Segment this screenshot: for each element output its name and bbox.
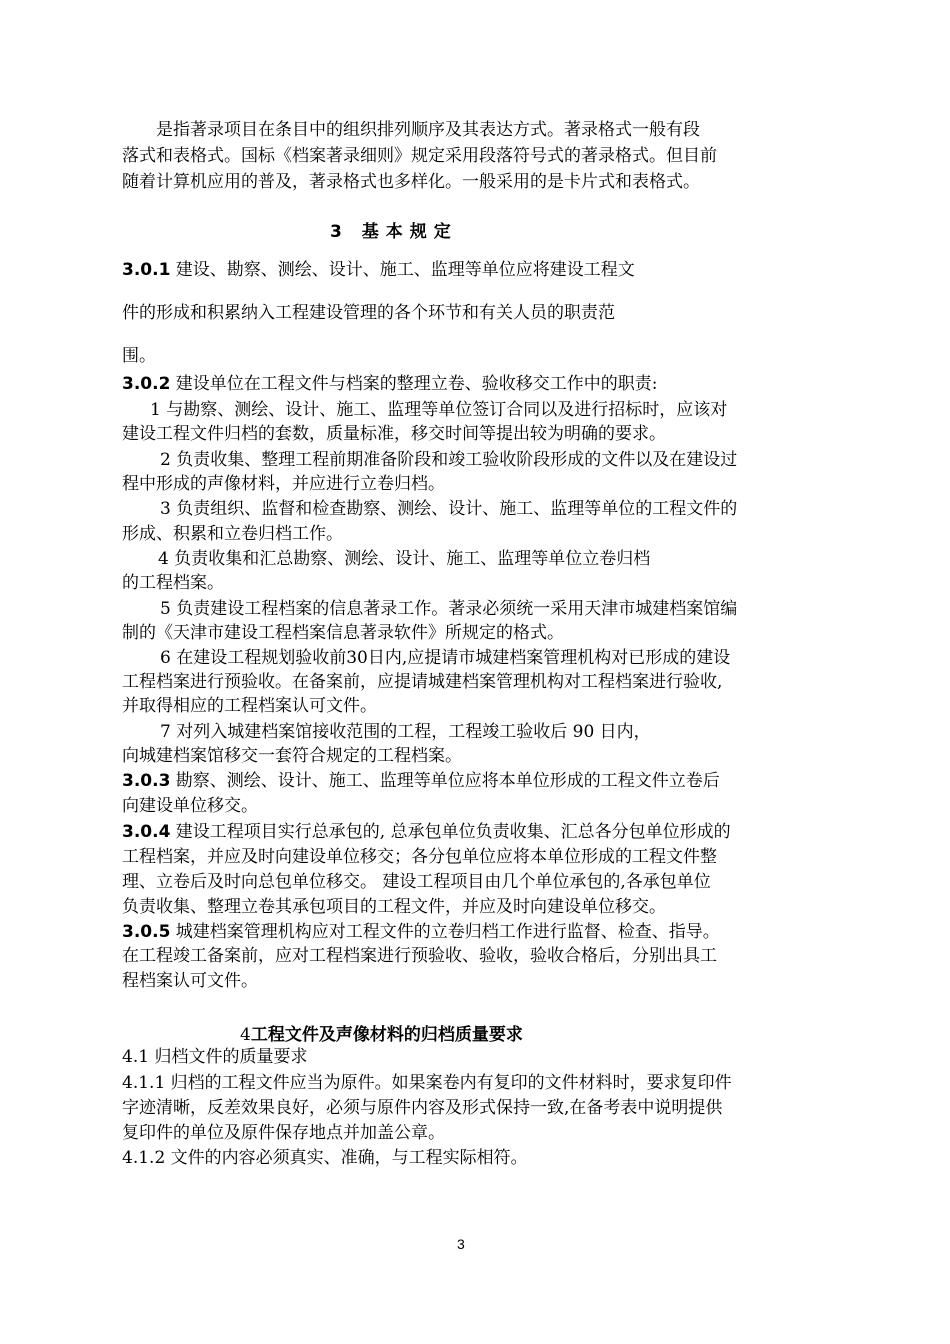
item-3-line-2: 形成、积累和立卷归档工作。 (122, 524, 343, 544)
intro-line-1: 是指著录项目在条目中的组织排列顺序及其表达方式。著录格式一般有段 (122, 120, 700, 140)
item-7-line-1: 7 对列入城建档案馆接收范围的工程，工程竣工验收后 90 日内， (160, 722, 651, 742)
subsection-4-1: 4.1 归档文件的质量要求 (122, 1047, 308, 1067)
clause-number: 3.0.3 (122, 771, 171, 791)
item-2-line-2: 程中形成的声像材料，并应进行立卷归档。 (122, 474, 445, 494)
section-4-title (240, 1020, 523, 1045)
item-1-line-2: 建设工程文件归档的套数，质量标准，移交时间等提出较为明确的要求。 (122, 424, 666, 444)
clause-3-0-4 (122, 820, 731, 844)
item-6-line-2: 工程档案进行预验收。在备案前，应提请城建档案管理机构对工程档案进行验收, (122, 672, 723, 692)
page-number: 3 (457, 1236, 465, 1252)
intro-line-3: 随着计算机应用的普及，著录格式也多样化。一般采用的是卡片式和表格式。 (122, 172, 700, 192)
item-3-line-1: 3 负责组织、监督和检查勘察、测绘、设计、施工、监理等单位的工程文件的 (160, 499, 738, 519)
item-2-line-1: 2 负责收集、整理工程前期准备阶段和竣工验收阶段形成的文件以及在建设过 (160, 450, 738, 470)
clause-3-0-2 (122, 372, 658, 396)
clause-3-0-3 (122, 769, 720, 793)
clause-number: 3.0.2 (122, 374, 171, 394)
clause-text: 建设、勘察、测绘、设计、施工、监理等单位应将建设工程文 (170, 260, 635, 280)
item-6-line-1: 6 在建设工程规划验收前30日内,应提请市城建档案管理机构对已形成的建设 (160, 648, 731, 668)
clause-4-1-2: 4.1.2 文件的内容必须真实、准确，与工程实际相符。 (122, 1148, 528, 1168)
clause-number: 3.0.4 (122, 822, 171, 842)
clause-text: 建设单位在工程文件与档案的整理立卷、验收移交工作中的职责: (170, 374, 658, 394)
clause-3-0-3-line-2: 向建设单位移交。 (122, 796, 258, 816)
item-4-line-1: 4 负责收集和汇总勘察、测绘、设计、施工、监理等单位立卷归档 (158, 549, 651, 569)
clause-text: 城建档案管理机构应对工程文件的立卷归档工作进行监督、检查、指导。 (170, 922, 720, 942)
clause-3-0-4-line-4: 负责收集、整理立卷其承包项目的工程文件，并应及时向建设单位移交。 (122, 897, 666, 917)
clause-number: 3.0.5 (122, 922, 171, 942)
section-4-number: 4 (240, 1025, 251, 1045)
item-7-line-2: 向城建档案馆移交一套符合规定的工程档案。 (122, 746, 462, 766)
clause-number: 3.0.1 (122, 260, 171, 280)
clause-4-1-1-line-1: 4.1.1 归档的工程文件应当为原件。如果案卷内有复印的文件材料时，要求复印件 (122, 1073, 732, 1093)
clause-4-1-1-line-3: 复印件的单位及原件保存地点并加盖公章。 (122, 1123, 445, 1143)
item-1-line-1: 1 与勘察、测绘、设计、施工、监理等单位签订合同以及进行招标时，应该对 (150, 400, 728, 420)
clause-3-0-4-line-3: 理、立卷后及时向总包单位移交。 建设工程项目由几个单位承包的,各承包单位 (122, 872, 711, 892)
clause-text: 建设工程项目实行总承包的, 总承包单位负责收集、汇总各分包单位形成的 (170, 822, 731, 842)
clause-4-1-1-line-2: 字迹清晰，反差效果良好，必须与原件内容及形式保持一致,在备考表中说明提供 (122, 1098, 723, 1118)
clause-3-0-5-line-2: 在工程竣工备案前，应对工程档案进行预验收、验收，验收合格后，分别出具工 (122, 946, 717, 966)
clause-text: 勘察、测绘、设计、施工、监理等单位应将本单位形成的工程文件立卷后 (170, 771, 720, 791)
item-6-line-3: 并取得相应的工程档案认可文件。 (122, 696, 377, 716)
clause-3-0-4-line-2: 工程档案，并应及时向建设单位移交；各分包单位应将本单位形成的工程文件整 (122, 847, 717, 867)
clause-3-0-1-line-3: 围。 (122, 346, 156, 366)
section-3-title: 3 基本规定 (330, 222, 458, 242)
clause-3-0-1-line-2: 件的形成和积累纳入工程建设管理的各个环节和有关人员的职责范 (122, 303, 615, 323)
item-5-line-1: 5 负责建设工程档案的信息著录工作。著录必须统一采用天津市城建档案馆编 (160, 599, 738, 619)
clause-3-0-5 (122, 920, 720, 944)
clause-3-0-5-line-3: 程档案认可文件。 (122, 971, 258, 991)
intro-line-2: 落式和表格式。国标《档案著录细则》规定采用段落符号式的著录格式。但目前 (122, 146, 717, 166)
section-4-title-text: 工程文件及声像材料的归档质量要求 (250, 1025, 523, 1045)
item-4-line-2: 的工程档案。 (122, 573, 224, 593)
clause-3-0-1 (122, 258, 635, 282)
item-5-line-2: 制的《天津市建设工程档案信息著录软件》所规定的格式。 (122, 623, 564, 643)
